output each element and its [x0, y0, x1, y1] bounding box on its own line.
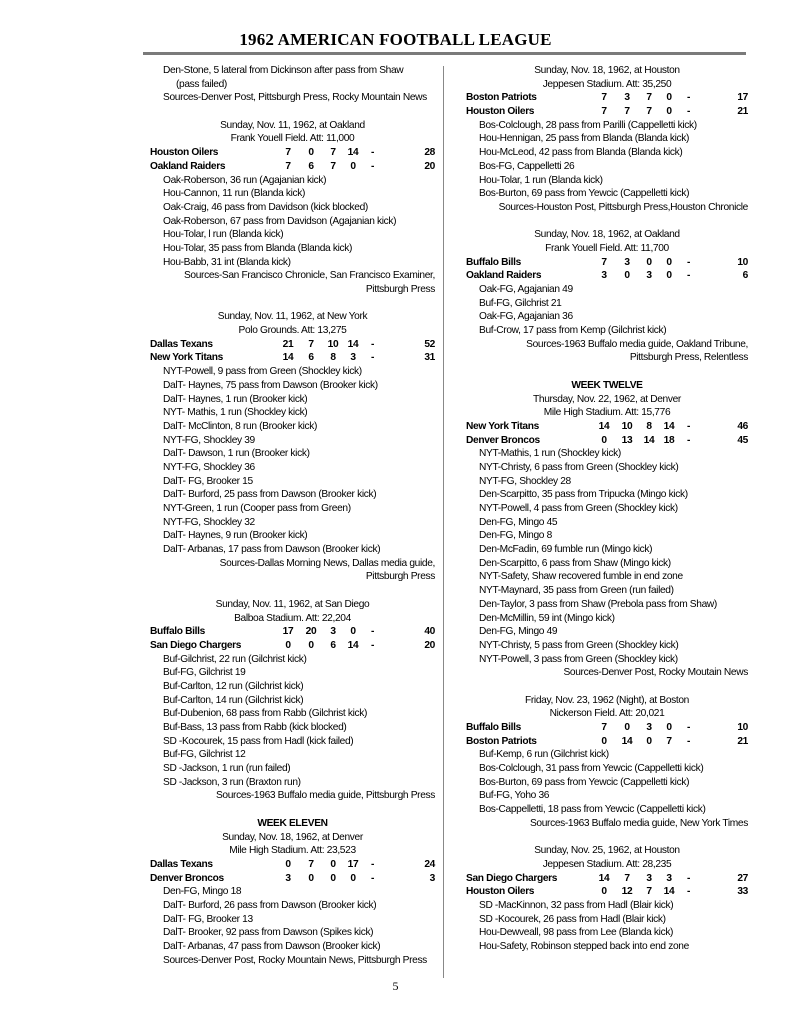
quarter-score: 7 [308, 858, 314, 870]
scoring-play: NYT-Safety, Shaw recovered fumble in end zone [479, 571, 683, 583]
scoring-play: Den-Scarpitto, 35 pass from Tripucka (Mingo kick) [479, 489, 688, 501]
quarter-score: 0 [350, 160, 356, 172]
scoring-play: Buf-Dubenion, 68 pass from Rabb (Gilchrist kick) [163, 708, 368, 720]
scoring-play: Den-FG, Mingo 18 [163, 886, 242, 898]
scoring-play: Bos-FG, Cappelletti 26 [479, 160, 575, 172]
scoring-play: Buf-FG, Gilchrist 12 [163, 749, 246, 761]
quarter-score: 10 [621, 420, 633, 432]
scoring-play: Bos-Burton, 69 pass from Yewcic (Cappelletti kick) [479, 776, 690, 788]
scoring-play: Hou-McLeod, 42 pass from Blanda (Blanda kick) [479, 147, 683, 159]
scoring-play: SD -MacKinnon, 32 pass from Hadl (Blair kick) [479, 899, 674, 911]
score-separator: - [687, 434, 691, 446]
team-name: Boston Patriots [466, 735, 537, 747]
quarter-score: 0 [285, 858, 291, 870]
score-separator: - [687, 735, 691, 747]
team-name: New York Titans [150, 352, 223, 364]
final-score: 21 [737, 735, 748, 747]
quarter-score: 8 [330, 352, 336, 364]
team-score-row [150, 160, 435, 174]
game-info-line: Jeppesen Stadium. Att: 35,250 [542, 78, 672, 90]
quarter-score: 0 [666, 722, 672, 733]
team-name: New York Titans [466, 420, 539, 432]
scoring-play: DalT- Dawson, 1 run (Brooker kick) [163, 448, 310, 460]
page-title: 1962 AMERICAN FOOTBALL LEAGUE [239, 30, 552, 49]
spacer [466, 365, 748, 379]
team-score-row [150, 146, 435, 160]
scoring-play: SD -Jackson, 3 run (Braxton run) [163, 776, 301, 788]
scoring-play: Hou-Hennigan, 25 pass from Blanda (Blanda kick) [479, 133, 690, 145]
score-separator: - [371, 160, 375, 172]
final-score: 40 [424, 626, 435, 638]
team-name: Oakland Raiders [466, 270, 542, 282]
quarter-score: 6 [308, 352, 314, 364]
team-name: Buffalo Bills [466, 256, 521, 268]
sources-line: Pittsburgh Press, Relentless [629, 352, 748, 364]
spacer [466, 831, 748, 845]
quarter-score: 0 [308, 147, 314, 159]
scoring-play: Hou-Safety, Robinson stepped back into end zone [479, 941, 689, 952]
scoring-play: NYT-Powell, 3 pass from Green (Shockley kick) [479, 653, 678, 665]
sources-line: Sources-1963 Buffalo media guide, New York Times [529, 817, 748, 829]
final-score: 17 [737, 92, 748, 104]
scoring-play: NYT-FG, Shockley 39 [163, 434, 255, 446]
quarter-score: 3 [646, 722, 652, 733]
quarter-score: 17 [282, 626, 294, 638]
quarter-score: 0 [350, 872, 356, 884]
final-score: 10 [737, 722, 748, 733]
scoring-play: DalT- Haynes, 9 run (Brooker kick) [163, 530, 308, 542]
final-score: 10 [737, 256, 748, 268]
score-separator: - [371, 338, 375, 350]
team-name: Dallas Texans [150, 858, 213, 870]
quarter-score: 7 [285, 147, 291, 159]
game-info-line: Sunday, Nov. 18, 1962, at Houston [534, 65, 680, 76]
quarter-score: 7 [601, 256, 607, 268]
team-score-row [466, 420, 748, 434]
quarter-score: 0 [308, 639, 314, 651]
scoring-play: Buf-Crow, 17 pass from Kemp (Gilchrist kick) [479, 325, 667, 337]
scoring-play: DalT- FG, Brooker 15 [163, 475, 253, 487]
quarter-score: 0 [330, 858, 336, 870]
score-separator: - [687, 722, 691, 733]
quarter-score: 3 [646, 872, 652, 884]
quarter-score: 7 [646, 886, 652, 898]
scoring-play: Bos-Cappelletti, 18 pass from Yewcic (Cappelletti kick) [479, 804, 706, 816]
scoring-play: Buf-FG, Gilchrist 19 [163, 667, 246, 679]
spacer [466, 215, 748, 229]
scoring-play: Buf-Kemp, 6 run (Gilchrist kick) [479, 749, 609, 761]
scoring-play: NYT-Maynard, 35 pass from Green (run failed) [479, 585, 674, 597]
scoring-play: Oak-FG, Agajanian 36 [479, 311, 573, 323]
final-score: 45 [737, 434, 748, 446]
score-separator: - [687, 872, 691, 884]
final-score: 24 [424, 858, 435, 870]
scoring-play: Buf-FG, Yoho 36 [479, 790, 550, 802]
scoring-play: Buf-FG, Gilchrist 21 [479, 297, 562, 309]
quarter-score: 7 [601, 722, 607, 733]
sources-line: Sources-Denver Post, Rocky Moutain News [563, 667, 748, 679]
scoring-play: Den-FG, Mingo 45 [479, 516, 558, 528]
quarter-score: 12 [621, 886, 633, 898]
game-info-line: Sunday, Nov. 11, 1962, at New York [217, 311, 368, 323]
team-score-row [150, 338, 435, 352]
team-score-row [466, 256, 748, 270]
sources-line: Sources-1963 Buffalo media guide, Pittsburgh Press [215, 790, 435, 802]
quarter-score: 14 [347, 338, 359, 350]
column-divider [443, 66, 444, 978]
quarter-score: 13 [621, 434, 633, 446]
quarter-score: 10 [327, 338, 339, 350]
score-separator: - [371, 147, 375, 159]
quarter-score: 3 [350, 352, 356, 364]
scoring-play: Den-Stone, 5 lateral from Dickinson after pass from Shaw [163, 65, 404, 76]
quarter-score: 14 [621, 735, 633, 747]
quarter-score: 0 [666, 92, 672, 104]
quarter-score: 7 [624, 106, 630, 118]
quarter-score: 3 [624, 256, 630, 268]
game-info-line: Sunday, Nov. 18, 1962, at Oakland [534, 229, 680, 241]
week-heading: WEEK TWELVE [571, 379, 643, 391]
quarter-score: 3 [285, 872, 291, 884]
final-score: 27 [737, 872, 748, 884]
quarter-score: 3 [666, 872, 672, 884]
quarter-score: 0 [624, 722, 630, 733]
final-score: 20 [424, 639, 435, 651]
scoring-play: NYT-Powell, 9 pass from Green (Shockley kick) [163, 366, 362, 378]
quarter-score: 0 [601, 434, 607, 446]
quarter-score: 0 [646, 735, 652, 747]
quarter-score: 21 [282, 338, 294, 350]
game-info-line: Jeppesen Stadium. Att: 28,235 [542, 858, 672, 870]
sources-line: Sources-San Francisco Chronicle, San Francisco Examiner, [183, 270, 435, 282]
score-separator: - [687, 92, 691, 104]
scoring-play: NYT-Green, 1 run (Cooper pass from Green) [163, 503, 351, 514]
final-score: 3 [429, 872, 435, 884]
team-score-row [466, 434, 748, 448]
team-name: Houston Oilers [466, 886, 535, 898]
scoring-play: Hou-Tolar, l run (Blanda kick) [163, 229, 284, 241]
team-name: Houston Oilers [466, 106, 535, 118]
quarter-score: 0 [666, 270, 672, 282]
game-info-line: Mile High Stadium. Att: 23,523 [229, 845, 356, 857]
quarter-score: 14 [663, 886, 675, 898]
team-score-row [466, 721, 748, 735]
team-score-row [466, 91, 748, 105]
scoring-play: Oak-Roberson, 67 pass from Davidson (Agajanian kick) [163, 215, 397, 227]
team-name: San Diego Chargers [466, 872, 558, 884]
score-separator: - [687, 256, 691, 268]
score-separator: - [371, 858, 375, 870]
quarter-score: 0 [285, 639, 291, 651]
final-score: 21 [737, 106, 748, 118]
game-info-line: Polo Grounds. Att: 13,275 [238, 325, 347, 337]
quarter-score: 0 [624, 270, 630, 282]
scoring-play: DalT- Brooker, 92 pass from Dawson (Spikes kick) [163, 927, 374, 939]
scoring-play: NYT-FG, Shockley 36 [163, 461, 255, 473]
team-name: Oakland Raiders [150, 160, 226, 172]
quarter-score: 3 [601, 270, 607, 282]
scoring-play: NYT-Christy, 6 pass from Green (Shockley kick) [479, 461, 679, 473]
scoring-play: Buf-Bass, 13 pass from Rabb (kick blocked) [163, 722, 347, 733]
scoring-play: Hou-Tolar, 35 pass from Blanda (Blanda kick) [163, 242, 353, 254]
team-score-row [466, 885, 748, 899]
team-score-row [150, 351, 435, 365]
team-name: San Diego Chargers [150, 639, 242, 651]
quarter-score: 7 [666, 735, 672, 747]
sources-line: Sources-Dallas Morning News, Dallas media guide, [219, 557, 435, 569]
team-name: Buffalo Bills [466, 722, 521, 733]
team-name: Buffalo Bills [150, 626, 205, 638]
quarter-score: 7 [601, 92, 607, 104]
left-column [150, 64, 435, 967]
score-separator: - [371, 639, 375, 651]
scoring-play: SD -Kocourek, 26 pass from Hadl (Blair kick) [479, 913, 666, 925]
quarter-score: 7 [330, 160, 336, 172]
scoring-play: SD -Jackson, 1 run (run failed) [163, 763, 291, 775]
scoring-play: Oak-Craig, 46 pass from Davidson (kick blocked) [163, 201, 368, 213]
scoring-play: NYT-FG, Shockley 28 [479, 475, 571, 487]
quarter-score: 7 [330, 147, 336, 159]
quarter-score: 18 [663, 434, 675, 446]
quarter-score: 0 [601, 735, 607, 747]
quarter-score: 6 [308, 160, 314, 172]
scoring-play: DalT- Haynes, 1 run (Brooker kick) [163, 393, 308, 405]
team-name: Denver Broncos [466, 434, 540, 446]
final-score: 33 [737, 886, 748, 898]
game-info-line: Frank Youell Field. Att: 11,700 [545, 242, 669, 254]
quarter-score: 20 [305, 626, 317, 638]
quarter-score: 7 [646, 92, 652, 104]
scoring-play: DalT- Burford, 26 pass from Dawson (Brooker kick) [163, 899, 377, 911]
quarter-score: 6 [330, 639, 336, 651]
game-info-line: Friday, Nov. 23, 1962 (Night), at Boston [525, 694, 689, 706]
game-info-line: Sunday, Nov. 11, 1962, at Oakland [220, 119, 365, 131]
final-score: 52 [424, 338, 435, 350]
game-info-line: Sunday, Nov. 11, 1962, at San Diego [215, 598, 370, 610]
game-info-line: Sunday, Nov. 25, 1962, at Houston [534, 845, 680, 857]
score-separator: - [687, 106, 691, 118]
sources-line: Pittsburgh Press [365, 571, 435, 583]
quarter-score: 7 [646, 106, 652, 118]
scoring-play: NYT-Mathis, 1 run (Shockley kick) [479, 448, 621, 460]
scoring-play: NYT-Christy, 5 pass from Green (Shockley kick) [479, 639, 679, 651]
scoring-play: Den-McFadin, 69 fumble run (Mingo kick) [479, 544, 653, 556]
scoring-play: NYT- Mathis, 1 run (Shockley kick) [163, 407, 308, 419]
scoring-play: Hou-Tolar, 1 run (Blanda kick) [479, 174, 603, 186]
quarter-score: 0 [601, 886, 607, 898]
team-name: Houston Oilers [150, 147, 219, 159]
scoring-play: DalT- Arbanas, 47 pass from Dawson (Brooker kick) [163, 941, 381, 952]
quarter-score: 14 [598, 420, 610, 432]
quarter-score: 7 [624, 872, 630, 884]
quarter-score: 0 [666, 106, 672, 118]
quarter-score: 3 [330, 626, 336, 638]
scoring-play: NYT-Powell, 4 pass from Green (Shockley kick) [479, 503, 678, 514]
quarter-score: 0 [666, 256, 672, 268]
spacer [150, 297, 435, 311]
scoring-play: Bos-Burton, 69 pass from Yewcic (Cappelletti kick) [479, 188, 690, 200]
team-score-row [466, 735, 748, 749]
spacer [150, 105, 435, 119]
scoring-play: Buf-Carlton, 14 run (Gilchrist kick) [163, 694, 304, 706]
quarter-score: 0 [308, 872, 314, 884]
quarter-score: 7 [601, 106, 607, 118]
scoring-play: (pass failed) [176, 78, 227, 90]
final-score: 6 [742, 270, 748, 282]
game-info-line: Frank Youell Field. Att: 11,000 [230, 133, 355, 145]
quarter-score: 17 [347, 858, 359, 870]
quarter-score: 8 [646, 420, 652, 432]
team-score-row [150, 858, 435, 872]
spacer [150, 584, 435, 598]
score-separator: - [371, 872, 375, 884]
scoring-play: Den-McMillin, 59 int (Mingo kick) [479, 612, 615, 624]
score-separator: - [687, 886, 691, 898]
sources-line: Pittsburgh Press [365, 284, 435, 295]
final-score: 28 [424, 147, 435, 159]
score-separator: - [371, 626, 375, 638]
scoring-play: Oak-Roberson, 36 run (Agajanian kick) [163, 174, 327, 186]
final-score: 31 [424, 352, 435, 364]
scoring-play: Hou-Cannon, 11 run (Blanda kick) [163, 188, 306, 200]
scoring-play: Bos-Colclough, 31 pass from Yewcic (Cappelletti kick) [479, 763, 704, 775]
quarter-score: 7 [308, 338, 314, 350]
scoring-play: DalT- FG, Brooker 13 [163, 913, 253, 925]
quarter-score: 14 [282, 352, 294, 364]
scoring-play: Den-Scarpitto, 6 pass from Shaw (Mingo kick) [479, 557, 671, 569]
scoring-play: Sources-Denver Post, Rocky Mountain News, Pittsburgh Press [163, 954, 427, 966]
quarter-score: 14 [347, 147, 359, 159]
scoring-play: Oak-FG, Agajanian 49 [479, 284, 573, 295]
quarter-score: 3 [646, 270, 652, 282]
team-score-row [150, 872, 435, 886]
spacer [466, 680, 748, 694]
scoring-play: SD -Kocourek, 15 pass from Hadl (kick failed) [163, 735, 354, 747]
scoring-play: Sources-Denver Post, Pittsburgh Press, Rocky Mountain News [163, 92, 427, 104]
game-info-line: Sunday, Nov. 18, 1962, at Denver [222, 831, 363, 843]
game-info-line: Nickerson Field. Att: 20,021 [549, 708, 665, 720]
team-score-row [466, 269, 748, 283]
right-column [466, 64, 748, 954]
scoring-play: DalT- McClinton, 8 run (Brooker kick) [163, 420, 318, 432]
week-heading: WEEK ELEVEN [257, 817, 328, 829]
page-number: 5 [392, 979, 399, 993]
team-name: Dallas Texans [150, 338, 213, 350]
team-score-row [466, 105, 748, 119]
game-info-line: Balboa Stadium. Att: 22,204 [234, 612, 351, 624]
scoring-play: NYT-FG, Shockley 32 [163, 516, 255, 528]
game-info-line: Thursday, Nov. 22, 1962, at Denver [533, 393, 681, 405]
team-score-row [150, 625, 435, 639]
team-name: Denver Broncos [150, 872, 224, 884]
scoring-play: DalT- Haynes, 75 pass from Dawson (Brooker kick) [163, 379, 378, 391]
spacer [150, 803, 435, 817]
quarter-score: 14 [347, 639, 359, 651]
game-info-line: Mile High Stadium. Att: 15,776 [543, 407, 671, 419]
scoring-play: Buf-Carlton, 12 run (Gilchrist kick) [163, 680, 304, 692]
scoring-play: Den-FG, Mingo 8 [479, 530, 552, 542]
scoring-play: Hou-Babb, 31 int (Blanda kick) [163, 256, 291, 268]
sources-line: Sources-1963 Buffalo media guide, Oakland Tribune, [526, 338, 748, 350]
scoring-play: Den-FG, Mingo 49 [479, 626, 558, 638]
quarter-score: 7 [285, 160, 291, 172]
scoring-play: Den-Taylor, 3 pass from Shaw (Prebola pass from Shaw) [479, 598, 717, 610]
quarter-score: 3 [624, 92, 630, 104]
quarter-score: 0 [330, 872, 336, 884]
team-score-row [466, 872, 748, 886]
score-separator: - [687, 270, 691, 282]
scoring-play: Bos-Colclough, 28 pass from Parilli (Cappelletti kick) [479, 119, 697, 131]
scoring-play: Hou-Dewveall, 98 pass from Lee (Blanda kick) [479, 927, 674, 939]
quarter-score: 14 [663, 420, 675, 432]
quarter-score: 0 [350, 626, 356, 638]
quarter-score: 14 [643, 434, 655, 446]
score-separator: - [371, 352, 375, 364]
quarter-score: 0 [646, 256, 652, 268]
final-score: 46 [737, 420, 748, 432]
team-name: Boston Patriots [466, 92, 537, 104]
score-separator: - [687, 420, 691, 432]
team-score-row [150, 639, 435, 653]
quarter-score: 14 [598, 872, 610, 884]
scoring-play: DalT- Arbanas, 17 pass from Dawson (Brooker kick) [163, 544, 381, 556]
sources-line: Sources-Houston Post, Pittsburgh Press,Houston Chronicle [498, 201, 748, 213]
scoring-play: Buf-Gilchrist, 22 run (Gilchrist kick) [163, 653, 307, 665]
scoring-play: DalT- Burford, 25 pass from Dawson (Brooker kick) [163, 489, 377, 501]
title-rule [143, 52, 746, 55]
final-score: 20 [424, 160, 435, 172]
